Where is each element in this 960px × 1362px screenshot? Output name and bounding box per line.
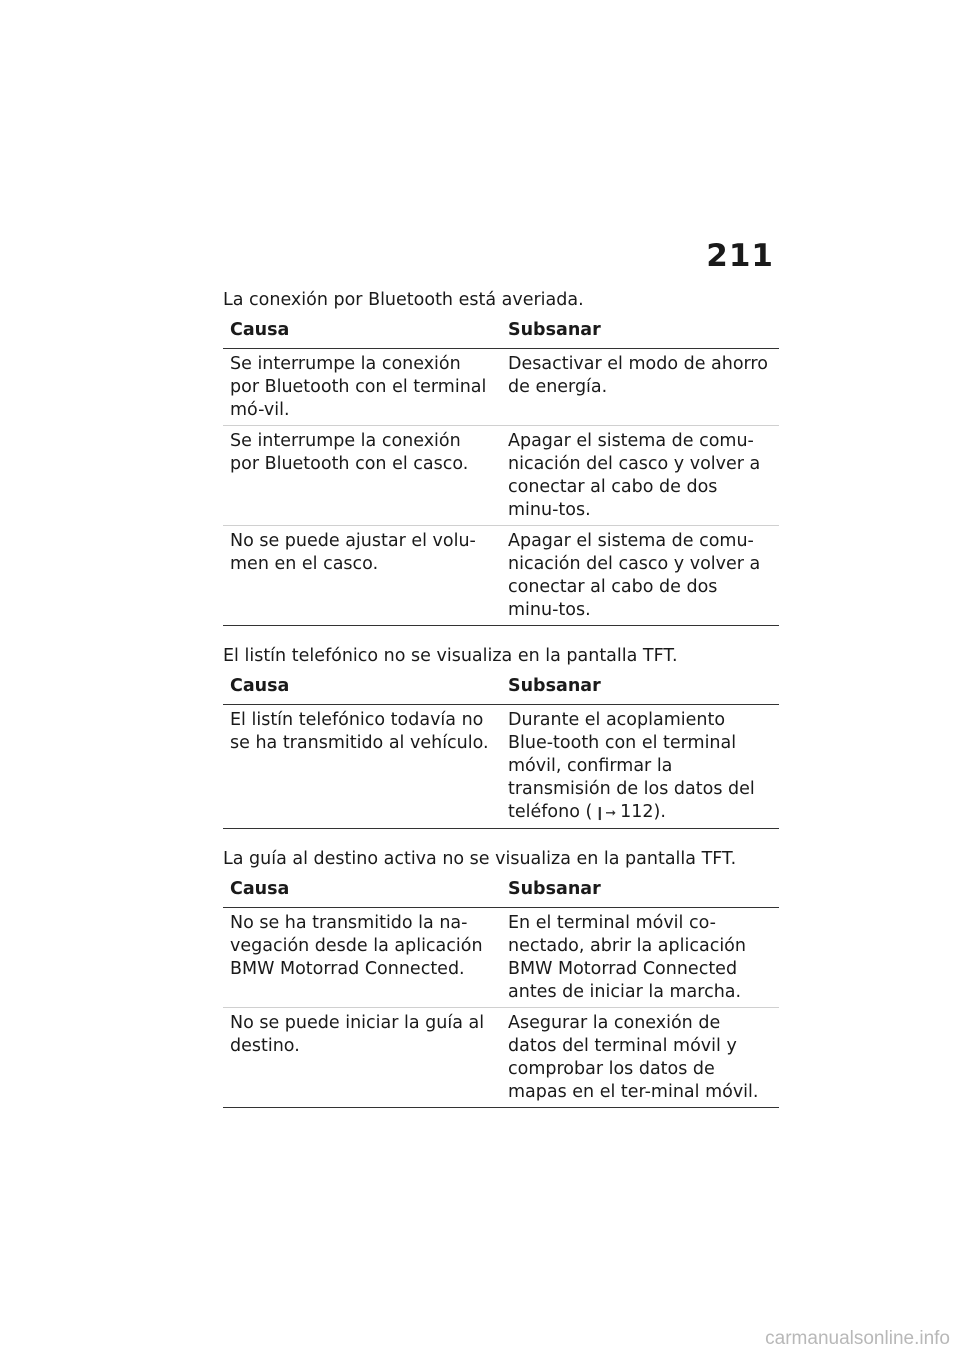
cause-header: Causa	[223, 316, 501, 349]
fix-cell: Apagar el sistema de comu-nicación del casco y volver a conectar al cabo de dos minu-tos.	[501, 426, 779, 526]
fix-text: Durante el acoplamiento Blue-tooth con el terminal móvil, confirmar la transmisión de los datos del teléfono (	[508, 710, 755, 822]
troubleshooting-table	[223, 875, 779, 1108]
cause-header: Causa	[223, 672, 501, 705]
table-row	[223, 1008, 779, 1108]
section-intro: La guía al destino activa no se visualiza en la pantalla TFT.	[223, 849, 737, 869]
fix-header: Subsanar	[501, 875, 779, 908]
page-content	[223, 288, 779, 1126]
phonebook-fault-section	[223, 644, 779, 829]
section-intro: La conexión por Bluetooth está averiada.	[223, 290, 584, 310]
fix-cell: Desactivar el modo de ahorro de energía.	[501, 349, 779, 426]
cause-cell: Se interrumpe la conexión por Bluetooth con el casco.	[223, 426, 501, 526]
navigation-fault-section	[223, 847, 779, 1108]
table-row	[223, 908, 779, 1008]
cause-cell: El listín telefónico todavía no se ha transmitido al vehículo.	[223, 705, 501, 829]
table-header-row	[223, 672, 779, 705]
cause-cell: No se puede ajustar el volu-men en el casco.	[223, 526, 501, 626]
cause-header: Causa	[223, 875, 501, 908]
table-row	[223, 526, 779, 626]
fix-cell: En el terminal móvil co-nectado, abrir la aplicación BMW Motorrad Connected antes de iniciar la marcha.	[501, 908, 779, 1008]
cause-cell: No se puede iniciar la guía al destino.	[223, 1008, 501, 1108]
page-reference-link[interactable]: 112).	[620, 802, 666, 822]
page-number: 211	[706, 238, 774, 274]
table-row	[223, 426, 779, 526]
arrow-reference-icon: ❙➞	[594, 806, 617, 821]
fix-header: Subsanar	[501, 672, 779, 705]
fix-cell	[501, 705, 779, 829]
section-intro: El listín telefónico no se visualiza en la pantalla TFT.	[223, 646, 678, 666]
troubleshooting-table	[223, 316, 779, 626]
table-row	[223, 349, 779, 426]
fix-header: Subsanar	[501, 316, 779, 349]
fix-cell: Apagar el sistema de comu-nicación del casco y volver a conectar al cabo de dos minu-tos.	[501, 526, 779, 626]
troubleshooting-table	[223, 672, 779, 829]
bluetooth-fault-section	[223, 288, 779, 626]
fix-cell: Asegurar la conexión de datos del terminal móvil y comprobar los datos de mapas en el ter-minal móvil.	[501, 1008, 779, 1108]
cause-cell: Se interrumpe la conexión por Bluetooth con el terminal mó-vil.	[223, 349, 501, 426]
watermark: carmanualsonline.info	[765, 1328, 950, 1349]
cause-cell: No se ha transmitido la na-vegación desde la aplicación BMW Motorrad Connected.	[223, 908, 501, 1008]
table-row	[223, 705, 779, 829]
table-header-row	[223, 875, 779, 908]
table-header-row	[223, 316, 779, 349]
